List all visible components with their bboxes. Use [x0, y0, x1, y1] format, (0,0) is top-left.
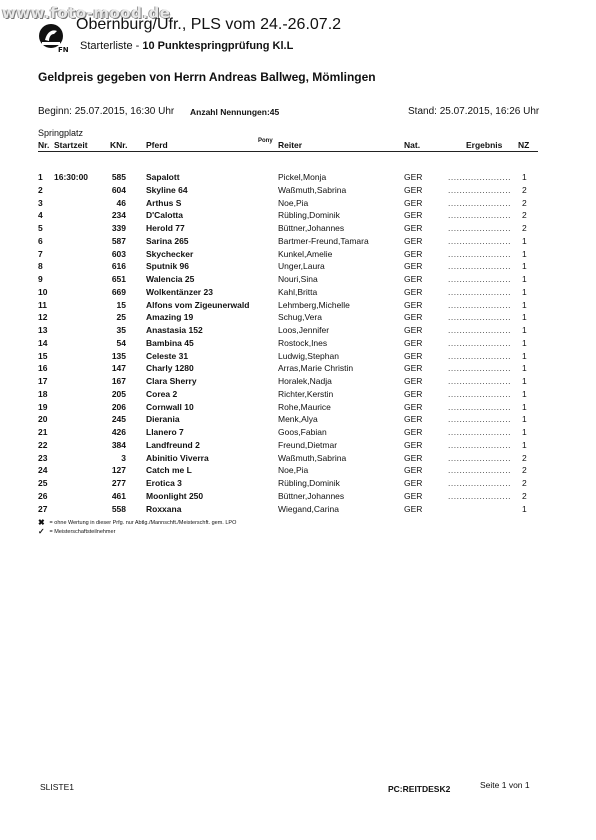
rider-name: Büttner,Johannes [278, 490, 345, 501]
subtitle [80, 40, 293, 52]
rider-name: Loos,Jennifer [278, 325, 330, 335]
table-row [0, 414, 596, 426]
col-startzeit: Startzeit [54, 140, 88, 150]
competitor-number: 46 [116, 197, 126, 208]
horse-name: Alfons vom Zigeunerwald [146, 299, 250, 310]
cross-icon: ✖ [38, 518, 45, 527]
start-time: 16:30:00 [54, 172, 89, 182]
table-row [0, 274, 596, 286]
competitor-number: 651 [111, 274, 126, 284]
result-placeholder: ...................... [448, 427, 511, 437]
nz-value: 1 [522, 325, 527, 335]
result-placeholder: ...................... [448, 184, 511, 195]
nationality: GER [404, 414, 423, 425]
rider-name: Unger,Laura [278, 261, 325, 272]
horse-name: Llanero 7 [146, 427, 184, 437]
rider-name: Ludwig,Stephan [278, 350, 339, 361]
nz-value: 2 [522, 223, 527, 233]
nz-value: 1 [522, 503, 527, 514]
competitor-number: 15 [116, 299, 126, 310]
row-number: 2 [38, 184, 43, 195]
rider-name: Goos,Fabian [278, 427, 327, 437]
rider-name: Rohe,Maurice [278, 401, 331, 412]
horse-name: Herold 77 [146, 223, 185, 233]
result-placeholder: ...................... [448, 337, 511, 348]
result-placeholder: ...................... [448, 325, 511, 335]
row-number: 27 [38, 503, 48, 514]
competitor-number: 147 [111, 363, 126, 374]
row-number: 25 [38, 478, 48, 488]
rider-name: Wiegand,Carina [278, 503, 339, 514]
rider-name: Freund,Dietmar [278, 439, 338, 450]
table-row [0, 478, 596, 490]
table-row [0, 504, 596, 516]
horse-name: D'Calotta [146, 210, 183, 221]
result-placeholder: ...................... [448, 286, 511, 297]
competitor-number: 25 [116, 312, 126, 323]
horse-name: Arthus S [146, 197, 182, 208]
subtitle-prefix: Starterliste - [80, 40, 140, 52]
competitor-number: 127 [111, 465, 126, 476]
watermark: www.foto-mood.de [2, 4, 171, 22]
nationality: GER [404, 210, 423, 221]
rider-name: Richter,Kerstin [278, 388, 334, 399]
row-number: 13 [38, 325, 48, 335]
competitor-number: 35 [116, 325, 126, 335]
row-number: 21 [38, 427, 48, 437]
table-row [0, 210, 596, 222]
row-number: 5 [38, 223, 43, 233]
horse-name: Sarina 265 [146, 235, 189, 246]
nz-value: 2 [522, 210, 527, 221]
nationality: GER [404, 478, 423, 488]
result-placeholder: ...................... [448, 235, 511, 246]
nationality: GER [404, 350, 423, 361]
footer-computer: PC:REITDESK2 [388, 784, 451, 794]
rider-name: Horalek,Nadja [278, 376, 332, 386]
table-row [0, 223, 596, 235]
col-nat: Nat. [404, 140, 421, 150]
competitor-number: 604 [111, 184, 126, 195]
nationality: GER [404, 337, 423, 348]
row-number: 14 [38, 337, 48, 348]
nationality: GER [404, 325, 423, 335]
competitor-number: 616 [111, 261, 126, 272]
nz-value: 1 [522, 376, 527, 386]
nz-value: 1 [522, 388, 527, 399]
result-placeholder: ...................... [448, 223, 511, 233]
col-pony: Pony [258, 138, 273, 144]
entry-count: Anzahl Nennungen:45 [190, 107, 280, 117]
rider-name: Nouri,Sina [278, 274, 318, 284]
nationality: GER [404, 363, 423, 374]
nz-value: 2 [522, 478, 527, 488]
nationality: GER [404, 261, 423, 272]
competitor-number: 234 [111, 210, 126, 221]
table-row [0, 261, 596, 273]
col-pferd: Pferd [146, 140, 168, 150]
row-number: 9 [38, 274, 43, 284]
rider-name: Bartmer-Freund,Tamara [278, 235, 369, 246]
horse-name: Celeste 31 [146, 350, 189, 361]
table-row [0, 236, 596, 248]
nationality: GER [404, 197, 423, 208]
nationality: GER [404, 312, 423, 323]
horse-name: Charly 1280 [146, 363, 194, 374]
nationality: GER [404, 465, 423, 476]
competitor-number: 54 [116, 337, 126, 348]
result-placeholder: ...................... [448, 388, 511, 399]
competitor-number: 384 [111, 439, 126, 450]
result-placeholder: ...................... [448, 261, 511, 272]
fn-logo [38, 22, 68, 54]
horse-name: Erotica 3 [146, 478, 182, 488]
rider-name: Pickel,Monja [278, 172, 327, 182]
table-row [0, 389, 596, 401]
nationality: GER [404, 427, 423, 437]
nz-value: 2 [522, 465, 527, 476]
row-number: 8 [38, 261, 43, 272]
rider-name: Kunkel,Amelie [278, 248, 333, 259]
nationality: GER [404, 388, 423, 399]
result-placeholder: ...................... [448, 376, 511, 386]
table-row [0, 465, 596, 477]
nz-value: 1 [522, 401, 527, 412]
row-number: 20 [38, 414, 48, 425]
row-number: 16 [38, 363, 48, 374]
horse-name: Skyline 64 [146, 184, 188, 195]
competitor-number: 426 [111, 427, 126, 437]
rider-name: Waßmuth,Sabrina [278, 452, 347, 463]
competitor-number: 558 [111, 503, 126, 514]
horse-name: Corea 2 [146, 388, 178, 399]
horse-name: Catch me L [146, 465, 192, 476]
table-row [0, 427, 596, 439]
footer-page: Seite 1 von 1 [480, 780, 530, 790]
nz-value: 2 [522, 184, 527, 195]
horse-name: Amazing 19 [146, 312, 194, 323]
rider-name: Arras,Marie Christin [278, 363, 354, 374]
checkmark-icon: ✓ [38, 527, 45, 536]
row-number: 4 [38, 210, 43, 221]
nationality: GER [404, 503, 423, 514]
table-row [0, 312, 596, 324]
nz-value: 2 [522, 197, 527, 208]
nationality: GER [404, 184, 423, 195]
table-row [0, 287, 596, 299]
legend-text: = ohne Wertung in dieser Prfg. nur Abtlg./Mannschft./Meisterschft. gem. LPO [49, 519, 237, 526]
legend-item-cross [38, 518, 236, 527]
row-number: 22 [38, 439, 48, 450]
result-placeholder: ...................... [448, 478, 511, 488]
nationality: GER [404, 235, 423, 246]
result-placeholder: ...................... [448, 414, 511, 425]
horse-name: Skychecker [146, 248, 194, 259]
row-number: 19 [38, 401, 48, 412]
col-knr: KNr. [110, 140, 128, 150]
status-time: Stand: 25.07.2015, 16:26 Uhr [408, 106, 540, 117]
nz-value: 1 [522, 439, 527, 450]
col-nr: Nr. [38, 140, 50, 150]
nationality: GER [404, 248, 423, 259]
rider-name: Waßmuth,Sabrina [278, 184, 347, 195]
legend-item-check [38, 527, 115, 536]
nz-value: 1 [522, 172, 527, 182]
table-row [0, 172, 596, 184]
row-number: 3 [38, 197, 43, 208]
horse-name: Roxxana [146, 503, 182, 514]
rider-name: Rübling,Dominik [278, 210, 340, 221]
row-number: 7 [38, 248, 43, 259]
nationality: GER [404, 299, 423, 310]
footer-report-id: SLISTE1 [40, 782, 75, 792]
table-row [0, 300, 596, 312]
nz-value: 1 [522, 274, 527, 284]
horse-name: Anastasia 152 [146, 325, 203, 335]
nationality: GER [404, 452, 423, 463]
row-number: 18 [38, 388, 48, 399]
table-row [0, 363, 596, 375]
result-placeholder: ...................... [448, 401, 511, 412]
result-placeholder: ...................... [448, 172, 511, 182]
competitor-number: 245 [111, 414, 126, 425]
nationality: GER [404, 401, 423, 412]
nz-value: 1 [522, 312, 527, 323]
venue-label: Springplatz [38, 128, 84, 138]
prize-sponsor: Geldpreis gegeben von Herrn Andreas Ballweg, Mömlingen [38, 70, 376, 84]
svg-text:FN: FN [58, 46, 68, 54]
result-placeholder: ...................... [448, 312, 511, 323]
nz-value: 1 [522, 261, 527, 272]
nationality: GER [404, 172, 423, 182]
competitor-number: 135 [111, 350, 126, 361]
table-row [0, 338, 596, 350]
nz-value: 2 [522, 452, 527, 463]
nz-value: 1 [522, 299, 527, 310]
nz-value: 1 [522, 248, 527, 259]
table-row [0, 440, 596, 452]
result-placeholder: ...................... [448, 210, 511, 221]
horse-name: Dierania [146, 414, 180, 425]
legend-text: = Meisterschaftsteilnehmer [49, 528, 116, 535]
nz-value: 1 [522, 286, 527, 297]
competitor-number: 669 [111, 286, 126, 297]
col-ergebnis: Ergebnis [466, 140, 503, 150]
nationality: GER [404, 439, 423, 450]
competitor-number: 205 [111, 388, 126, 399]
table-row [0, 453, 596, 465]
result-placeholder: ...................... [448, 350, 511, 361]
begin-time: Beginn: 25.07.2015, 16:30 Uhr [38, 106, 175, 117]
col-nz: NZ [518, 140, 530, 150]
row-number: 26 [38, 490, 48, 501]
row-number: 15 [38, 350, 48, 361]
table-row [0, 376, 596, 388]
nz-value: 1 [522, 414, 527, 425]
header-divider [38, 151, 538, 152]
result-placeholder: ...................... [448, 248, 511, 259]
result-placeholder: ...................... [448, 363, 511, 374]
row-number: 23 [38, 452, 48, 463]
table-row [0, 325, 596, 337]
horse-name: Clara Sherry [146, 376, 197, 386]
nz-value: 1 [522, 350, 527, 361]
nationality: GER [404, 286, 423, 297]
rider-name: Büttner,Johannes [278, 223, 345, 233]
nz-value: 1 [522, 363, 527, 374]
competitor-number: 461 [111, 490, 126, 501]
table-row [0, 491, 596, 503]
table-row [0, 249, 596, 261]
rider-name: Rostock,Ines [278, 337, 328, 348]
nationality: GER [404, 274, 423, 284]
row-number: 1 [38, 172, 43, 182]
result-placeholder: ...................... [448, 439, 511, 450]
competitor-number: 585 [111, 172, 126, 182]
competition-name: 10 Punktespringprüfung Kl.L [142, 40, 294, 52]
horse-name: Bambina 45 [146, 337, 194, 348]
nz-value: 1 [522, 337, 527, 348]
competitor-number: 277 [111, 478, 126, 488]
competitor-number: 339 [111, 223, 126, 233]
nationality: GER [404, 490, 423, 501]
horse-name: Sputnik 96 [146, 261, 189, 272]
rider-name: Menk,Alya [278, 414, 318, 425]
table-row [0, 185, 596, 197]
nz-value: 1 [522, 427, 527, 437]
rider-name: Noe,Pia [278, 197, 309, 208]
rider-name: Lehmberg,Michelle [278, 299, 350, 310]
horse-name: Cornwall 10 [146, 401, 194, 412]
table-row [0, 198, 596, 210]
rider-name: Schug,Vera [278, 312, 322, 323]
competitor-number: 3 [121, 452, 126, 463]
result-placeholder: ...................... [448, 465, 511, 476]
rider-name: Rübling,Dominik [278, 478, 340, 488]
row-number: 10 [38, 286, 48, 297]
horse-name: Landfreund 2 [146, 439, 200, 450]
nationality: GER [404, 376, 423, 386]
rider-name: Kahl,Britta [278, 286, 318, 297]
rider-name: Noe,Pia [278, 465, 309, 476]
result-placeholder: ...................... [448, 299, 511, 310]
row-number: 11 [38, 299, 47, 310]
page-title: Obernburg/Ufr., PLS vom 24.-26.07.2 [76, 16, 342, 33]
horse-name: Wolkentänzer 23 [146, 286, 213, 297]
competitor-number: 603 [111, 248, 126, 259]
horse-name: Sapalott [146, 172, 180, 182]
table-row [0, 402, 596, 414]
result-placeholder: ...................... [448, 197, 511, 208]
table-row [0, 351, 596, 363]
row-number: 12 [38, 312, 48, 323]
competitor-number: 167 [111, 376, 126, 386]
horse-name: Abinitio Viverra [146, 452, 209, 463]
col-reiter: Reiter [278, 140, 303, 150]
result-placeholder: ...................... [448, 452, 511, 463]
nz-value: 1 [522, 235, 527, 246]
nationality: GER [404, 223, 423, 233]
row-number: 17 [38, 376, 48, 386]
result-placeholder: ...................... [448, 274, 511, 284]
competitor-number: 206 [111, 401, 126, 412]
row-number: 6 [38, 235, 43, 246]
result-placeholder: ...................... [448, 490, 511, 501]
horse-name: Walencia 25 [146, 274, 195, 284]
horse-name: Moonlight 250 [146, 490, 204, 501]
competitor-number: 587 [111, 235, 126, 246]
nz-value: 2 [522, 490, 527, 501]
row-number: 24 [38, 465, 48, 476]
